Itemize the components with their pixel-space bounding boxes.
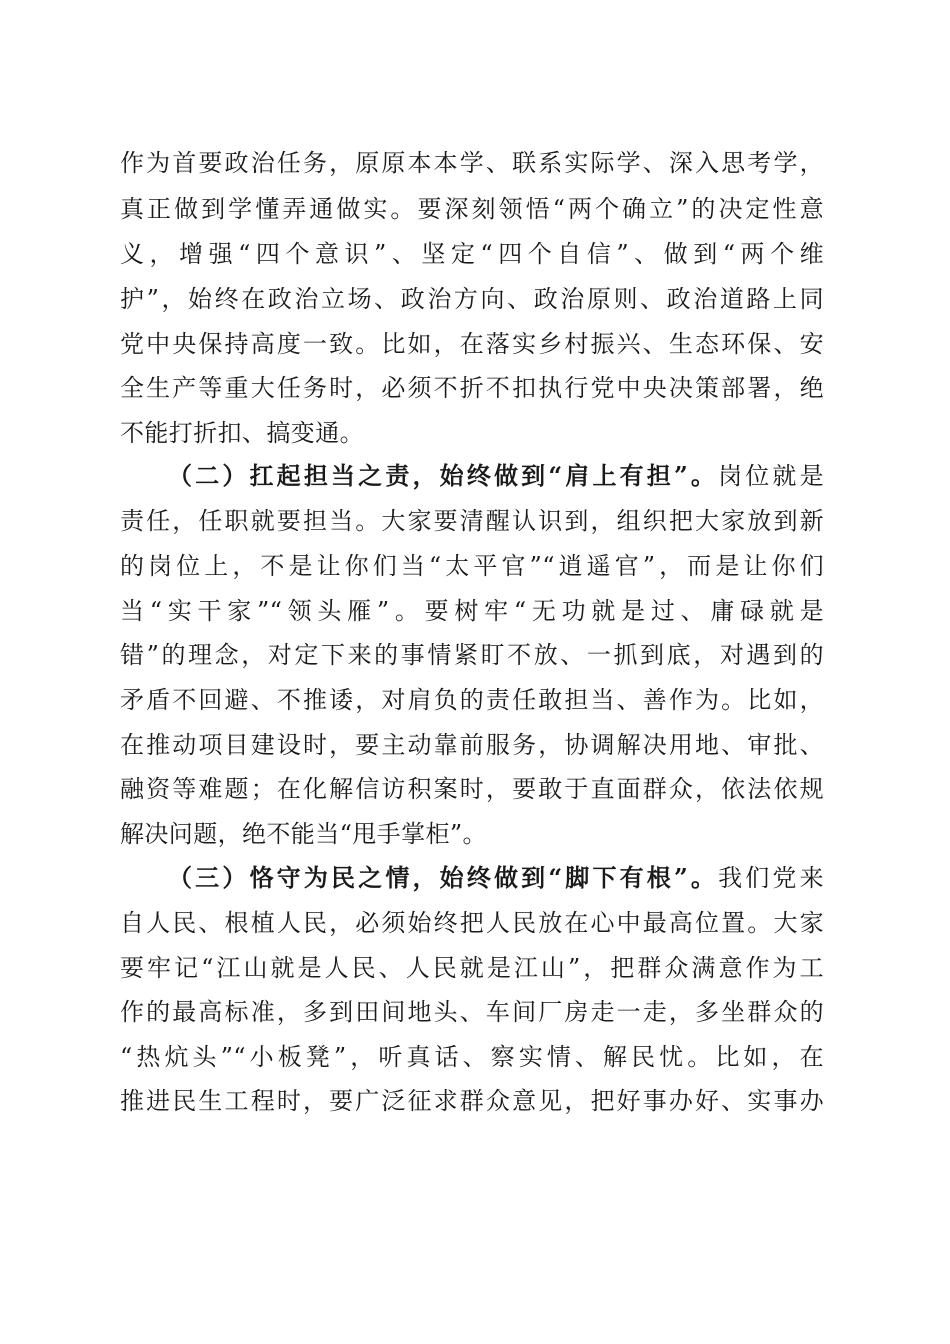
paragraph-2-line-4: 错”的理念，对定下来的事情紧盯不放、一抓到底，对遇到的 (120, 641, 824, 669)
paragraph-3-line-4: “热炕头”“小板凳”，听真话、察实情、解民忧。比如，在 (120, 1043, 824, 1071)
paragraph-2-line-3: 当“实干家”“领头雁”。要树牢“无功就是过、庸碌就是 (120, 597, 824, 625)
paragraph-2-line-6: 在推动项目建设时，要主动靠前服务，协调解决用地、审批、 (120, 731, 824, 759)
paragraph-2-first-line (168, 455, 824, 497)
paragraph-1-line-5: 党中央保持高度一致。比如，在落实乡村振兴、生态环保、安 (120, 330, 824, 358)
paragraph-1-line-2: 真正做到学懂弄通做实。要深刻领悟“两个确立”的决定性意 (120, 195, 824, 223)
paragraph-3-line-1: 自人民、根植人民，必须始终把人民放在心中最高位置。大家 (120, 909, 824, 937)
paragraph-3-first-line-text: 我们党来 (718, 864, 824, 892)
paragraph-1-line-3: 义，增强“四个意识”、坚定“四个自信”、做到“两个维 (120, 240, 824, 268)
paragraph-2-line-7: 融资等难题；在化解信访积案时，要敢于直面群众，依法依规 (120, 775, 824, 803)
paragraph-2-first-line-text: 岗位就是 (718, 462, 824, 490)
paragraph-3-line-2: 要牢记“江山就是人民、人民就是江山”，把群众满意作为工 (120, 954, 824, 982)
paragraph-1-line-6: 全生产等重大任务时，必须不折不扣执行党中央决策部署，绝 (120, 374, 824, 402)
paragraph-2-line-8: 解决问题，绝不能当“甩手掌柜”。 (120, 820, 487, 848)
paragraph-3-line-3: 作的最高标准，多到田间地头、车间厂房走一走，多坐群众的 (120, 998, 824, 1026)
paragraph-3-heading: （三）恪守为民之情，始终做到“脚下有根”。 (168, 863, 719, 892)
paragraph-1-line-1: 作为首要政治任务，原原本本学、联系实际学、深入思考学， (120, 149, 824, 177)
paragraph-3-first-line (168, 857, 824, 899)
paragraph-1-line-4: 护”，始终在政治立场、政治方向、政治原则、政治道路上同 (120, 285, 824, 313)
paragraph-2-heading: （二）扛起担当之责，始终做到“肩上有担”。 (168, 461, 719, 490)
paragraph-2-line-1: 责任，任职就要担当。大家要清醒认识到，组织把大家放到新 (120, 507, 824, 535)
paragraph-2-line-5: 矛盾不回避、不推诿，对肩负的责任敢担当、善作为。比如， (120, 686, 824, 714)
paragraph-3-line-5: 推进民生工程时，要广泛征求群众意见，把好事办好、实事办 (120, 1087, 824, 1115)
paragraph-1-line-7: 不能打折扣、搞变通。 (120, 419, 364, 447)
paragraph-2-line-2: 的岗位上，不是让你们当“太平官”“逍遥官”，而是让你们 (120, 552, 824, 580)
